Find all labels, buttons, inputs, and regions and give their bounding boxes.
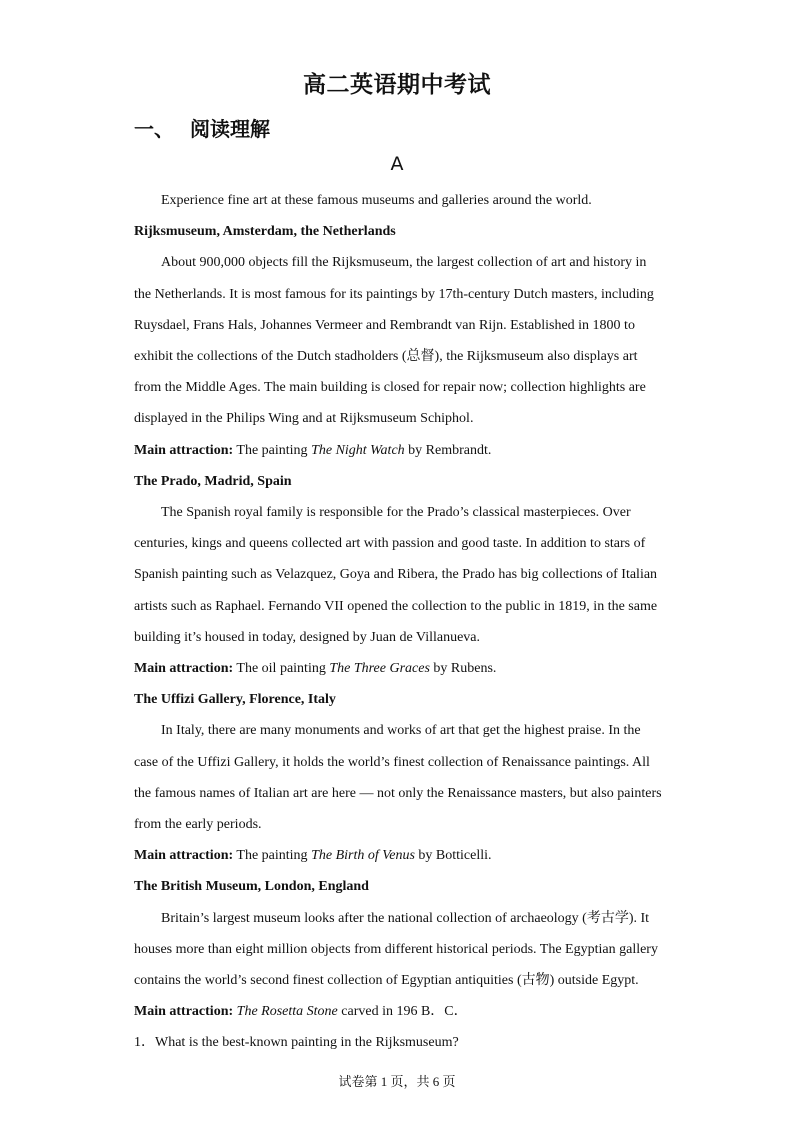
attraction-post: by Rubens.	[433, 661, 497, 677]
museum-description: Britain’s largest museum looks after the national collection of archaeology (考古学). It houses more than eight million objects from different historical periods. The Egyptian gallery contains the world’s second finest collection of Egyptian antiquities (古物) outside Egypt.	[134, 910, 658, 989]
attraction-post: by Botticelli.	[418, 848, 492, 864]
main-attraction	[134, 840, 662, 871]
passage-intro: Experience fine art at these famous museums and galleries around the world.	[161, 193, 592, 208]
museum-heading: The Uffizi Gallery, Florence, Italy	[134, 692, 336, 708]
artwork-title: The Rosetta Stone	[236, 1004, 338, 1020]
main-attraction	[134, 435, 662, 466]
section-label: 阅读理解	[190, 117, 270, 141]
section-number: 一、	[134, 117, 174, 141]
attraction-pre: The painting	[236, 848, 308, 864]
main-attraction	[134, 653, 662, 684]
museum-description: The Spanish royal family is responsible for the Prado’s classical masterpieces. Over centuries, kings and queens collected art with passion and good taste. In addition to stars of Spanish painting such as Velazquez, Goya and Ribera, the Prado has big collections of Italian artists such as Raphael. Fernando VII opened the collection to the public in 1819, in the same building it’s housed in today, designed by Juan de Villanueva.	[134, 505, 658, 645]
attraction-post: by Rembrandt.	[408, 442, 492, 458]
museum-description: About 900,000 objects fill the Rijksmuseum, the largest collection of art and history in the Netherlands. It is most famous for its paintings by 17th-century Dutch masters, including Ruysdael, Frans Hals, Johannes Vermeer and Rembrandt van Rijn. Established in 1800 to exhibit the collections of the Dutch stadholders (总督), the Rijksmuseum also displays art from the Middle Ages. The main building is closed for repair now; collection highlights are displayed in the Philips Wing and at Rijksmuseum Schiphol.	[134, 255, 654, 427]
question-1: 1．What is the best-known painting in the Rijksmuseum?	[134, 1035, 459, 1051]
artwork-title: The Birth of Venus	[311, 848, 415, 864]
museum-description: In Italy, there are many monuments and works of art that get the highest praise. In the case of the Uffizi Gallery, it holds the world’s finest collection of Renaissance paintings. All the famous names of Italian art are here — not only the Renaissance masters, but also painters from the early periods.	[134, 723, 662, 833]
artwork-title: The Three Graces	[329, 661, 430, 677]
passage-body	[134, 185, 662, 1059]
attraction-label: Main attraction:	[134, 1004, 234, 1020]
museum-heading: The British Museum, London, England	[134, 879, 369, 895]
attraction-label: Main attraction:	[134, 442, 234, 458]
attraction-label: Main attraction:	[134, 848, 234, 864]
attraction-pre: The painting	[236, 442, 308, 458]
attraction-post: carved in 196 B．C．	[341, 1004, 468, 1020]
museum-heading: Rijksmuseum, Amsterdam, the Netherlands	[134, 224, 396, 240]
passage-letter: A	[390, 153, 404, 175]
section-heading	[134, 113, 270, 142]
page-footer: 试卷第 1 页，共 6 页	[338, 1074, 456, 1089]
attraction-pre: The oil painting	[236, 661, 326, 677]
artwork-title: The Night Watch	[311, 442, 405, 458]
exam-title: 高二英语期中考试	[303, 72, 491, 98]
attraction-label: Main attraction:	[134, 661, 234, 677]
main-attraction	[134, 996, 662, 1027]
museum-heading: The Prado, Madrid, Spain	[134, 473, 292, 489]
